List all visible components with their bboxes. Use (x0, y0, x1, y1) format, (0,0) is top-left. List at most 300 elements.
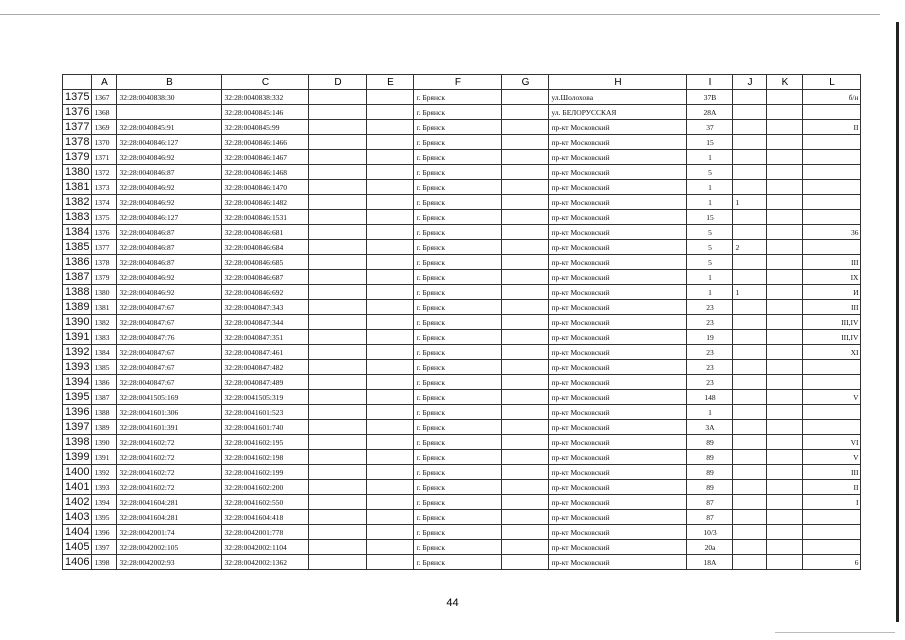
cell-j[interactable] (733, 135, 767, 150)
cell-c[interactable]: 32:28:0041601:523 (222, 405, 309, 420)
row-header[interactable]: 1381 (63, 180, 92, 195)
cell-j[interactable] (733, 540, 767, 555)
cell-f[interactable]: г. Брянск (414, 195, 502, 210)
cell-g[interactable] (502, 450, 549, 465)
cell-j[interactable]: 2 (733, 240, 767, 255)
cell-l[interactable] (803, 525, 861, 540)
cell-d[interactable] (309, 240, 367, 255)
cell-d[interactable] (309, 120, 367, 135)
cell-a[interactable]: 1375 (92, 210, 117, 225)
cell-c[interactable]: 32:28:0041602:200 (222, 480, 309, 495)
cell-d[interactable] (309, 255, 367, 270)
cell-l[interactable]: III,IV (803, 330, 861, 345)
cell-g[interactable] (502, 195, 549, 210)
row-header[interactable]: 1393 (63, 360, 92, 375)
cell-j[interactable] (733, 270, 767, 285)
cell-h[interactable]: пр-кт Московский (549, 405, 687, 420)
cell-d[interactable] (309, 375, 367, 390)
cell-c[interactable]: 32:28:0040846:687 (222, 270, 309, 285)
cell-f[interactable]: г. Брянск (414, 510, 502, 525)
row-header[interactable]: 1406 (63, 555, 92, 570)
column-header-i[interactable]: I (687, 75, 733, 90)
cell-e[interactable] (367, 510, 414, 525)
row-header[interactable]: 1399 (63, 450, 92, 465)
cell-a[interactable]: 1380 (92, 285, 117, 300)
cell-h[interactable]: пр-кт Московский (549, 435, 687, 450)
cell-k[interactable] (767, 555, 803, 570)
cell-f[interactable]: г. Брянск (414, 495, 502, 510)
cell-j[interactable] (733, 375, 767, 390)
cell-b[interactable]: 32:28:0041505:169 (117, 390, 222, 405)
cell-a[interactable]: 1379 (92, 270, 117, 285)
cell-i[interactable]: 89 (687, 435, 733, 450)
cell-j[interactable] (733, 255, 767, 270)
cell-e[interactable] (367, 255, 414, 270)
cell-a[interactable]: 1372 (92, 165, 117, 180)
row-header[interactable]: 1400 (63, 465, 92, 480)
cell-e[interactable] (367, 165, 414, 180)
cell-b[interactable]: 32:28:0041604:281 (117, 510, 222, 525)
cell-l[interactable]: б/н (803, 90, 861, 105)
cell-d[interactable] (309, 525, 367, 540)
cell-d[interactable] (309, 105, 367, 120)
cell-c[interactable]: 32:28:0040846:685 (222, 255, 309, 270)
cell-h[interactable]: пр-кт Московский (549, 390, 687, 405)
cell-j[interactable] (733, 225, 767, 240)
cell-d[interactable] (309, 480, 367, 495)
cell-i[interactable]: 10/3 (687, 525, 733, 540)
cell-b[interactable]: 32:28:0041602:72 (117, 450, 222, 465)
cell-d[interactable] (309, 540, 367, 555)
cell-c[interactable]: 32:28:0041604:418 (222, 510, 309, 525)
cell-j[interactable] (733, 435, 767, 450)
cell-c[interactable]: 32:28:0040847:343 (222, 300, 309, 315)
cell-e[interactable] (367, 375, 414, 390)
cell-b[interactable]: 32:28:0041602:72 (117, 480, 222, 495)
cell-i[interactable]: 37В (687, 90, 733, 105)
cell-b[interactable]: 32:28:0040846:127 (117, 135, 222, 150)
row-header[interactable]: 1388 (63, 285, 92, 300)
cell-h[interactable]: пр-кт Московский (549, 135, 687, 150)
cell-f[interactable]: г. Брянск (414, 435, 502, 450)
cell-a[interactable]: 1374 (92, 195, 117, 210)
cell-k[interactable] (767, 195, 803, 210)
cell-d[interactable] (309, 135, 367, 150)
cell-d[interactable] (309, 495, 367, 510)
cell-j[interactable] (733, 180, 767, 195)
cell-f[interactable]: г. Брянск (414, 180, 502, 195)
cell-i[interactable]: 5 (687, 240, 733, 255)
cell-a[interactable]: 1384 (92, 345, 117, 360)
cell-l[interactable] (803, 180, 861, 195)
cell-f[interactable]: г. Брянск (414, 390, 502, 405)
row-header[interactable]: 1386 (63, 255, 92, 270)
cell-g[interactable] (502, 210, 549, 225)
cell-g[interactable] (502, 375, 549, 390)
cell-j[interactable]: 1 (733, 195, 767, 210)
cell-c[interactable]: 32:28:0040846:1467 (222, 150, 309, 165)
cell-j[interactable] (733, 345, 767, 360)
row-header[interactable]: 1378 (63, 135, 92, 150)
cell-e[interactable] (367, 90, 414, 105)
cell-k[interactable] (767, 525, 803, 540)
cell-l[interactable]: 36 (803, 225, 861, 240)
cell-g[interactable] (502, 420, 549, 435)
cell-h[interactable]: пр-кт Московский (549, 375, 687, 390)
row-header[interactable]: 1385 (63, 240, 92, 255)
cell-k[interactable] (767, 420, 803, 435)
cell-f[interactable]: г. Брянск (414, 255, 502, 270)
cell-a[interactable]: 1387 (92, 390, 117, 405)
row-header[interactable]: 1402 (63, 495, 92, 510)
cell-g[interactable] (502, 315, 549, 330)
cell-f[interactable]: г. Брянск (414, 300, 502, 315)
cell-g[interactable] (502, 105, 549, 120)
cell-h[interactable]: пр-кт Московский (549, 330, 687, 345)
column-header-c[interactable]: C (222, 75, 309, 90)
cell-a[interactable]: 1381 (92, 300, 117, 315)
cell-h[interactable]: пр-кт Московский (549, 195, 687, 210)
cell-b[interactable]: 32:28:0040847:67 (117, 360, 222, 375)
cell-h[interactable]: пр-кт Московский (549, 120, 687, 135)
row-header[interactable]: 1376 (63, 105, 92, 120)
cell-c[interactable]: 32:28:0040846:1468 (222, 165, 309, 180)
cell-e[interactable] (367, 135, 414, 150)
cell-i[interactable]: 23 (687, 300, 733, 315)
row-header[interactable]: 1392 (63, 345, 92, 360)
cell-g[interactable] (502, 435, 549, 450)
cell-e[interactable] (367, 465, 414, 480)
cell-c[interactable]: 32:28:0041601:740 (222, 420, 309, 435)
cell-f[interactable]: г. Брянск (414, 405, 502, 420)
cell-e[interactable] (367, 210, 414, 225)
cell-b[interactable]: 32:28:0040846:92 (117, 285, 222, 300)
cell-e[interactable] (367, 180, 414, 195)
cell-l[interactable]: III (803, 300, 861, 315)
cell-k[interactable] (767, 105, 803, 120)
cell-d[interactable] (309, 555, 367, 570)
cell-a[interactable]: 1383 (92, 330, 117, 345)
cell-l[interactable] (803, 240, 861, 255)
cell-j[interactable] (733, 405, 767, 420)
cell-h[interactable]: пр-кт Московский (549, 345, 687, 360)
cell-c[interactable]: 32:28:0040845:146 (222, 105, 309, 120)
cell-e[interactable] (367, 225, 414, 240)
cell-i[interactable]: 89 (687, 450, 733, 465)
row-header[interactable]: 1383 (63, 210, 92, 225)
cell-k[interactable] (767, 120, 803, 135)
column-header-b[interactable]: B (117, 75, 222, 90)
cell-f[interactable]: г. Брянск (414, 210, 502, 225)
cell-f[interactable]: г. Брянск (414, 240, 502, 255)
cell-i[interactable]: 23 (687, 360, 733, 375)
cell-e[interactable] (367, 525, 414, 540)
cell-g[interactable] (502, 555, 549, 570)
cell-j[interactable] (733, 510, 767, 525)
cell-k[interactable] (767, 450, 803, 465)
cell-l[interactable] (803, 135, 861, 150)
cell-l[interactable]: I (803, 495, 861, 510)
cell-i[interactable]: 1 (687, 285, 733, 300)
cell-i[interactable]: 5 (687, 225, 733, 240)
cell-f[interactable]: г. Брянск (414, 480, 502, 495)
cell-l[interactable] (803, 150, 861, 165)
cell-l[interactable] (803, 510, 861, 525)
cell-h[interactable]: ул.Шолохова (549, 90, 687, 105)
cell-c[interactable]: 32:28:0040838:332 (222, 90, 309, 105)
row-header[interactable]: 1397 (63, 420, 92, 435)
cell-e[interactable] (367, 270, 414, 285)
row-header[interactable]: 1382 (63, 195, 92, 210)
cell-l[interactable]: 6 (803, 555, 861, 570)
cell-f[interactable]: г. Брянск (414, 525, 502, 540)
cell-b[interactable]: 32:28:0040846:92 (117, 180, 222, 195)
cell-k[interactable] (767, 390, 803, 405)
cell-h[interactable]: пр-кт Московский (549, 360, 687, 375)
cell-j[interactable] (733, 165, 767, 180)
cell-g[interactable] (502, 285, 549, 300)
cell-e[interactable] (367, 150, 414, 165)
cell-b[interactable]: 32:28:0040846:87 (117, 240, 222, 255)
cell-a[interactable]: 1376 (92, 225, 117, 240)
cell-f[interactable]: г. Брянск (414, 135, 502, 150)
cell-b[interactable]: 32:28:0040846:92 (117, 150, 222, 165)
cell-l[interactable]: И (803, 285, 861, 300)
cell-e[interactable] (367, 285, 414, 300)
row-header[interactable]: 1379 (63, 150, 92, 165)
cell-i[interactable]: 87 (687, 510, 733, 525)
cell-b[interactable]: 32:28:0040846:92 (117, 195, 222, 210)
cell-a[interactable]: 1371 (92, 150, 117, 165)
cell-g[interactable] (502, 360, 549, 375)
cell-b[interactable]: 32:28:0040845:91 (117, 120, 222, 135)
cell-b[interactable]: 32:28:0041604:281 (117, 495, 222, 510)
cell-f[interactable]: г. Брянск (414, 465, 502, 480)
cell-k[interactable] (767, 285, 803, 300)
row-header[interactable]: 1389 (63, 300, 92, 315)
row-header[interactable]: 1396 (63, 405, 92, 420)
cell-k[interactable] (767, 540, 803, 555)
cell-i[interactable]: 1 (687, 180, 733, 195)
cell-c[interactable]: 32:28:0041602:198 (222, 450, 309, 465)
cell-b[interactable]: 32:28:0040846:87 (117, 165, 222, 180)
cell-j[interactable] (733, 450, 767, 465)
cell-l[interactable]: XI (803, 345, 861, 360)
cell-h[interactable]: пр-кт Московский (549, 270, 687, 285)
cell-h[interactable]: пр-кт Московский (549, 255, 687, 270)
cell-h[interactable]: пр-кт Московский (549, 165, 687, 180)
cell-e[interactable] (367, 540, 414, 555)
cell-k[interactable] (767, 375, 803, 390)
cell-d[interactable] (309, 510, 367, 525)
cell-a[interactable]: 1378 (92, 255, 117, 270)
cell-h[interactable]: пр-кт Московский (549, 180, 687, 195)
cell-h[interactable]: пр-кт Московский (549, 555, 687, 570)
cell-g[interactable] (502, 495, 549, 510)
cell-a[interactable]: 1396 (92, 525, 117, 540)
cell-a[interactable]: 1388 (92, 405, 117, 420)
cell-j[interactable] (733, 360, 767, 375)
cell-a[interactable]: 1397 (92, 540, 117, 555)
cell-i[interactable]: 1 (687, 195, 733, 210)
cell-e[interactable] (367, 300, 414, 315)
cell-h[interactable]: пр-кт Московский (549, 480, 687, 495)
cell-h[interactable]: пр-кт Московский (549, 540, 687, 555)
cell-h[interactable]: пр-кт Московский (549, 465, 687, 480)
cell-l[interactable]: VI (803, 435, 861, 450)
row-header[interactable]: 1390 (63, 315, 92, 330)
cell-e[interactable] (367, 105, 414, 120)
column-header-k[interactable]: K (767, 75, 803, 90)
cell-d[interactable] (309, 225, 367, 240)
cell-a[interactable]: 1386 (92, 375, 117, 390)
cell-j[interactable] (733, 390, 767, 405)
cell-c[interactable]: 32:28:0042001:778 (222, 525, 309, 540)
cell-a[interactable]: 1390 (92, 435, 117, 450)
cell-a[interactable]: 1369 (92, 120, 117, 135)
cell-j[interactable] (733, 105, 767, 120)
cell-g[interactable] (502, 90, 549, 105)
cell-i[interactable]: 37 (687, 120, 733, 135)
cell-f[interactable]: г. Брянск (414, 150, 502, 165)
cell-h[interactable]: пр-кт Московский (549, 315, 687, 330)
cell-h[interactable]: пр-кт Московский (549, 225, 687, 240)
cell-k[interactable] (767, 405, 803, 420)
cell-b[interactable]: 32:28:0040846:87 (117, 225, 222, 240)
cell-j[interactable] (733, 465, 767, 480)
cell-e[interactable] (367, 240, 414, 255)
row-header[interactable]: 1405 (63, 540, 92, 555)
row-header[interactable]: 1377 (63, 120, 92, 135)
cell-i[interactable]: 3А (687, 420, 733, 435)
cell-g[interactable] (502, 525, 549, 540)
cell-a[interactable]: 1373 (92, 180, 117, 195)
cell-d[interactable] (309, 405, 367, 420)
column-header-j[interactable]: J (733, 75, 767, 90)
cell-l[interactable] (803, 105, 861, 120)
cell-b[interactable]: 32:28:0042002:105 (117, 540, 222, 555)
cell-e[interactable] (367, 120, 414, 135)
cell-b[interactable]: 32:28:0040847:67 (117, 300, 222, 315)
cell-e[interactable] (367, 435, 414, 450)
cell-l[interactable]: V (803, 390, 861, 405)
cell-b[interactable]: 32:28:0041601:306 (117, 405, 222, 420)
cell-i[interactable]: 23 (687, 375, 733, 390)
row-header[interactable]: 1391 (63, 330, 92, 345)
cell-i[interactable]: 19 (687, 330, 733, 345)
cell-a[interactable]: 1370 (92, 135, 117, 150)
cell-c[interactable]: 32:28:0040846:1482 (222, 195, 309, 210)
cell-j[interactable]: 1 (733, 285, 767, 300)
row-header[interactable]: 1403 (63, 510, 92, 525)
cell-f[interactable]: г. Брянск (414, 225, 502, 240)
column-header-g[interactable]: G (502, 75, 549, 90)
cell-f[interactable]: г. Брянск (414, 450, 502, 465)
cell-i[interactable]: 1 (687, 270, 733, 285)
cell-d[interactable] (309, 390, 367, 405)
cell-h[interactable]: пр-кт Московский (549, 240, 687, 255)
cell-d[interactable] (309, 330, 367, 345)
cell-j[interactable] (733, 120, 767, 135)
cell-b[interactable]: 32:28:0042001:74 (117, 525, 222, 540)
cell-f[interactable]: г. Брянск (414, 360, 502, 375)
cell-d[interactable] (309, 315, 367, 330)
cell-k[interactable] (767, 90, 803, 105)
cell-e[interactable] (367, 330, 414, 345)
cell-g[interactable] (502, 330, 549, 345)
cell-d[interactable] (309, 285, 367, 300)
cell-d[interactable] (309, 300, 367, 315)
cell-c[interactable]: 32:28:0040847:344 (222, 315, 309, 330)
cell-d[interactable] (309, 270, 367, 285)
cell-g[interactable] (502, 300, 549, 315)
cell-g[interactable] (502, 540, 549, 555)
row-header[interactable]: 1375 (63, 90, 92, 105)
cell-k[interactable] (767, 150, 803, 165)
cell-l[interactable]: II (803, 120, 861, 135)
cell-c[interactable]: 32:28:0040846:692 (222, 285, 309, 300)
cell-k[interactable] (767, 495, 803, 510)
cell-b[interactable]: 32:28:0042002:93 (117, 555, 222, 570)
cell-i[interactable]: 15 (687, 210, 733, 225)
column-header-d[interactable]: D (309, 75, 367, 90)
cell-a[interactable]: 1368 (92, 105, 117, 120)
cell-c[interactable]: 32:28:0042002:1362 (222, 555, 309, 570)
cell-l[interactable] (803, 210, 861, 225)
cell-h[interactable]: пр-кт Московский (549, 450, 687, 465)
cell-k[interactable] (767, 480, 803, 495)
cell-c[interactable]: 32:28:0040847:351 (222, 330, 309, 345)
cell-g[interactable] (502, 510, 549, 525)
row-header[interactable]: 1401 (63, 480, 92, 495)
cell-k[interactable] (767, 435, 803, 450)
cell-j[interactable] (733, 300, 767, 315)
cell-d[interactable] (309, 450, 367, 465)
cell-i[interactable]: 5 (687, 165, 733, 180)
cell-b[interactable] (117, 105, 222, 120)
cell-g[interactable] (502, 480, 549, 495)
cell-g[interactable] (502, 345, 549, 360)
cell-i[interactable]: 18А (687, 555, 733, 570)
cell-k[interactable] (767, 135, 803, 150)
cell-g[interactable] (502, 390, 549, 405)
cell-i[interactable]: 89 (687, 465, 733, 480)
cell-b[interactable]: 32:28:0040847:67 (117, 315, 222, 330)
cell-a[interactable]: 1394 (92, 495, 117, 510)
cell-f[interactable]: г. Брянск (414, 315, 502, 330)
cell-h[interactable]: пр-кт Московский (549, 300, 687, 315)
cell-h[interactable]: пр-кт Московский (549, 495, 687, 510)
cell-e[interactable] (367, 405, 414, 420)
row-header[interactable]: 1398 (63, 435, 92, 450)
cell-j[interactable] (733, 90, 767, 105)
cell-b[interactable]: 32:28:0040847:67 (117, 345, 222, 360)
cell-a[interactable]: 1398 (92, 555, 117, 570)
row-header[interactable]: 1387 (63, 270, 92, 285)
cell-i[interactable]: 1 (687, 405, 733, 420)
cell-j[interactable] (733, 495, 767, 510)
cell-a[interactable]: 1393 (92, 480, 117, 495)
cell-a[interactable]: 1382 (92, 315, 117, 330)
cell-c[interactable]: 32:28:0040846:1470 (222, 180, 309, 195)
cell-e[interactable] (367, 390, 414, 405)
column-header-a[interactable]: A (92, 75, 117, 90)
column-header-f[interactable]: F (414, 75, 502, 90)
cell-b[interactable]: 32:28:0040838:30 (117, 90, 222, 105)
cell-l[interactable] (803, 405, 861, 420)
row-header[interactable]: 1395 (63, 390, 92, 405)
cell-h[interactable]: ул. БЕЛОРУССКАЯ (549, 105, 687, 120)
